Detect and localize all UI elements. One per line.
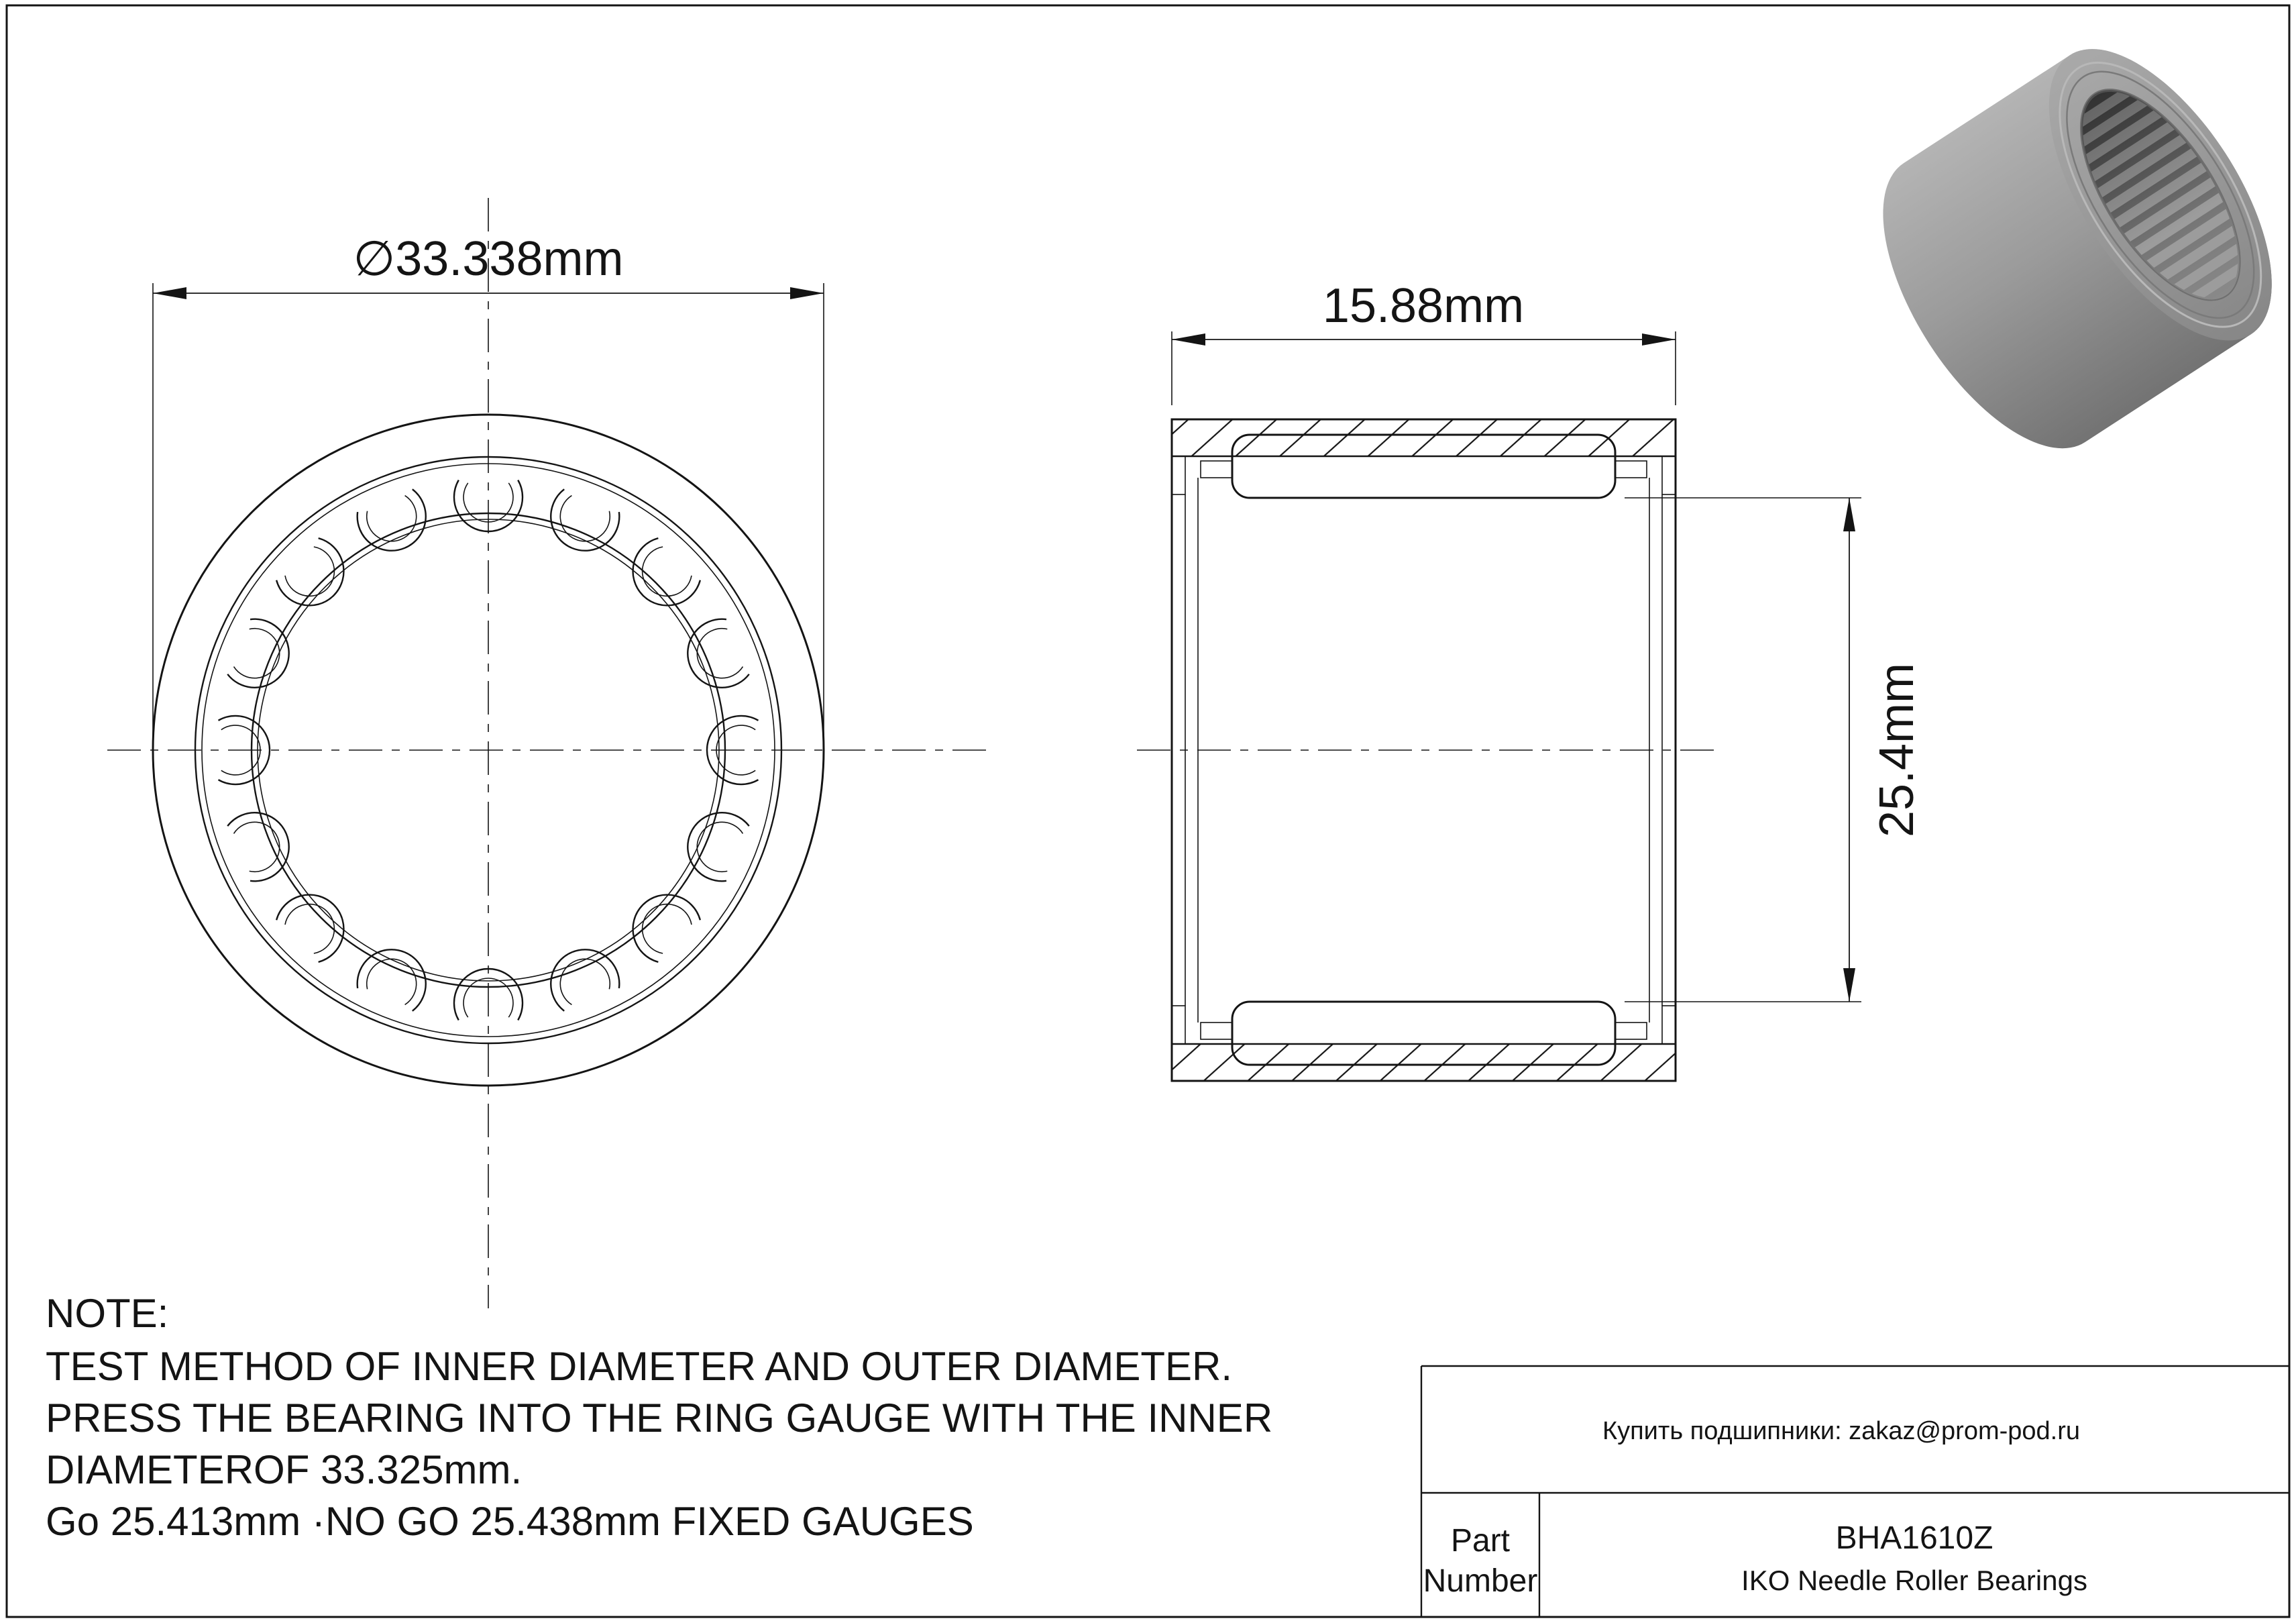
note-line-1: TEST METHOD OF INNER DIAMETER AND OUTER DIAMETER. — [46, 1344, 1233, 1389]
part-label-line2: Number — [1423, 1563, 1538, 1599]
shell-bottom-band-hatch — [1172, 1044, 1676, 1081]
width-label: 15.88mm — [1322, 279, 1525, 333]
note-line-2: PRESS THE BEARING INTO THE RING GAUGE WITH THE INNER — [46, 1396, 1273, 1441]
note-line-4: Go 25.413mm ·NO GO 25.438mm FIXED GAUGES — [46, 1499, 974, 1544]
part-description: IKO Needle Roller Bearings — [1741, 1565, 2087, 1596]
bore-label: 25.4mm — [1870, 662, 1924, 838]
contact-text: Купить подшипники: zakaz@prom-pod.ru — [1602, 1417, 2081, 1445]
outer-diameter-label: ∅33.338mm — [353, 232, 624, 286]
shell-top-band-hatch — [1172, 419, 1676, 456]
part-number: BHA1610Z — [1835, 1520, 1993, 1556]
note-line-3: DIAMETEROF 33.325mm. — [46, 1447, 523, 1492]
part-label-line1: Part — [1450, 1523, 1511, 1559]
note-heading: NOTE: — [46, 1291, 169, 1336]
